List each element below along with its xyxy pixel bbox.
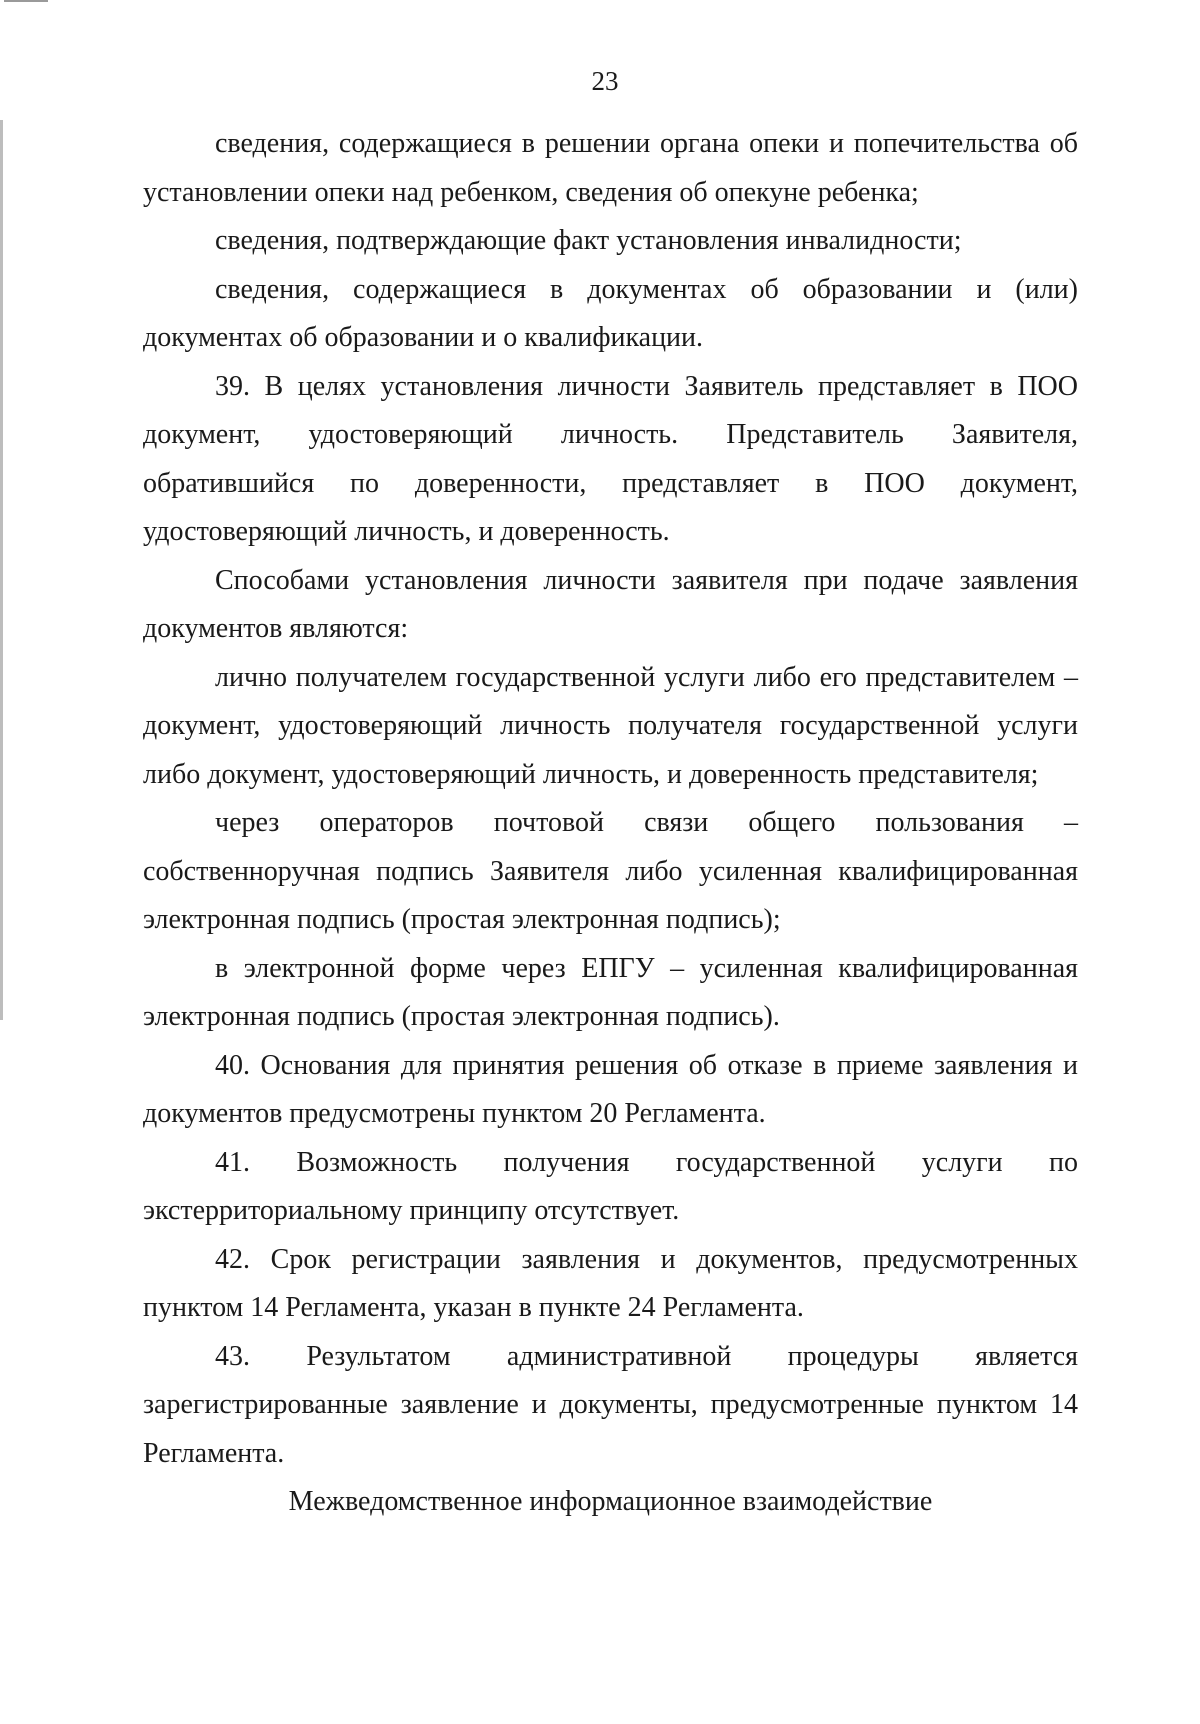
page-number: 23 <box>591 66 619 96</box>
paragraph-education-info: сведения, содержащиеся в документах об образовании и (или) документах об образовании и о квалификации. <box>143 273 1078 353</box>
paragraph-guardianship-info: сведения, содержащиеся в решении органа опеки и попечительства об установлении опеки над ребенком, сведения об опекуне ребенка; <box>143 128 1078 208</box>
paragraph-42: 42. Срок регистрации заявления и документов, предусмотренных пунктом 14 Регламента, указан в пункте 24 Регламента. <box>143 1243 1078 1323</box>
paragraph-40: 40. Основания для принятия решения об отказе в приеме заявления и документов предусмотрены пунктом 20 Регламента. <box>143 1049 1078 1129</box>
paragraph-41: 41. Возможность получения государственной услуги по экстерриториальному принципу отсутствует. <box>143 1146 1078 1226</box>
scan-edge-shadow <box>0 120 3 1020</box>
paragraph-43: 43. Результатом административной процедуры является зарегистрированные заявление и документы, предусмотренные пунктом 14 Регламента. <box>143 1340 1078 1469</box>
paragraph-postal: через операторов почтовой связи общего пользования – собственноручная подпись Заявителя либо усиленная квалифицированная электронная подпись (простая электронная подпись); <box>143 807 1078 935</box>
document-body <box>143 120 1078 1527</box>
paragraph-electronic: в электронной форме через ЕПГУ – усиленная квалифицированная электронная подпись (простая электронная подпись). <box>143 952 1078 1032</box>
scan-artifact-mark <box>4 0 48 2</box>
paragraph-identity-methods: Способами установления личности заявителя при подаче заявления документов являются: <box>143 564 1078 644</box>
section-heading: Межведомственное информационное взаимодействие <box>288 1486 933 1517</box>
paragraph-disability-info: сведения, подтверждающие факт установления инвалидности; <box>215 225 962 256</box>
paragraph-in-person: лично получателем государственной услуги либо его представителем – документ, удостоверяющий личность получателя государственной услуги либо документ, удостоверяющий личность, и доверенность представителя; <box>143 661 1078 790</box>
paragraph-39: 39. В целях установления личности Заявитель представляет в ПОО документ, удостоверяющий личность. Представитель Заявителя, обратившийся по доверенности, представляет в ПОО документ, удостоверяющий личность, и доверенность. <box>143 370 1078 547</box>
